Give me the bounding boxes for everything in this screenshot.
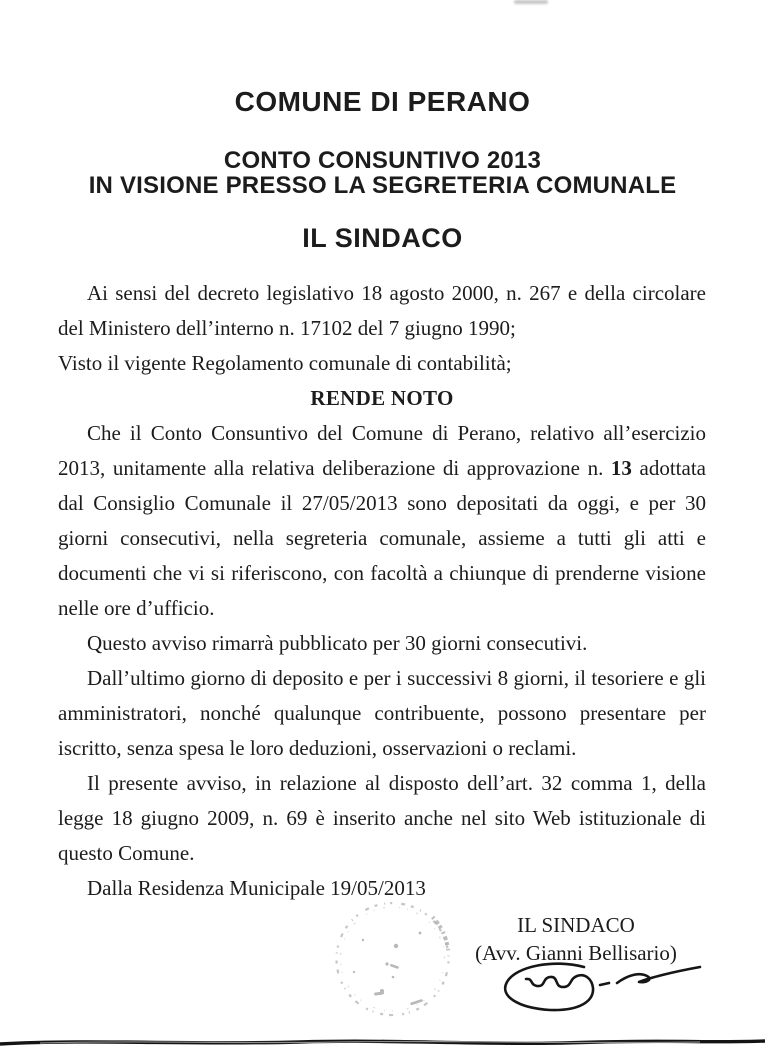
- signatory-role: IL SINDACO: [517, 913, 635, 937]
- paragraph-main-end: adottata dal Consiglio Comunale il 27/05/2013 sono depositati da oggi, e per 30 giorni consecutivi, nella segreteria comunale, assieme a tutti gli atti e documenti che vi si riferiscono, con facoltà a chiunque di prenderne visione nelle ore d’ufficio.: [58, 456, 706, 620]
- scan-edge-line: [0, 1034, 765, 1052]
- signatory-name: (Avv. Gianni Bellisario): [475, 941, 677, 965]
- round-stamp-icon: [330, 898, 456, 1024]
- section-heading: RENDE NOTO: [310, 386, 454, 410]
- scan-artifact-smudge: [514, 0, 548, 4]
- paragraph-place-date: Dalla Residenza Municipale 19/05/2013: [87, 876, 426, 900]
- paragraph-premise-2: Visto il vigente Regolamento comunale di contabilità;: [58, 351, 512, 375]
- issuer-heading: IL SINDACO: [302, 223, 463, 253]
- paragraph-main: [58, 416, 706, 626]
- paragraph-web-publication: Il presente avviso, in relazione al disposto dell’art. 32 comma 1, della legge 18 giugno 2009, n. 69 è inserito anche nel sito Web istituzionale di questo Comune.: [58, 771, 706, 865]
- subtitle-line-1: CONTO CONSUNTIVO 2013: [223, 147, 542, 174]
- paragraph-premise-1: Ai sensi del decreto legislativo 18 agosto 2000, n. 267 e della circolare del Ministero dell’interno n. 17102 del 7 giugno 1990;: [58, 281, 706, 340]
- document-body: [58, 276, 706, 906]
- document-title: COMUNE DI PERANO: [234, 86, 531, 117]
- handwritten-signature: [488, 952, 706, 1020]
- paragraph-main-start: Che il Conto Consuntivo del Comune di Perano, relativo all’esercizio 2013, unitamente alla relativa deliberazione di approvazione n.: [58, 421, 706, 480]
- paragraph-notice-30-days: Questo avviso rimarrà pubblicato per 30 giorni consecutivi.: [87, 631, 588, 655]
- document-subtitle: [0, 148, 765, 198]
- deliberation-number: 13: [610, 456, 632, 480]
- paragraph-objections: Dall’ultimo giorno di deposito e per i successivi 8 giorni, il tesoriere e gli amministratori, nonché qualunque contribuente, possono presentare per iscritto, senza spesa le loro deduzioni, osservazioni o reclami.: [58, 666, 706, 760]
- subtitle-line-2: IN VISIONE PRESSO LA SEGRETERIA COMUNALE: [88, 172, 677, 199]
